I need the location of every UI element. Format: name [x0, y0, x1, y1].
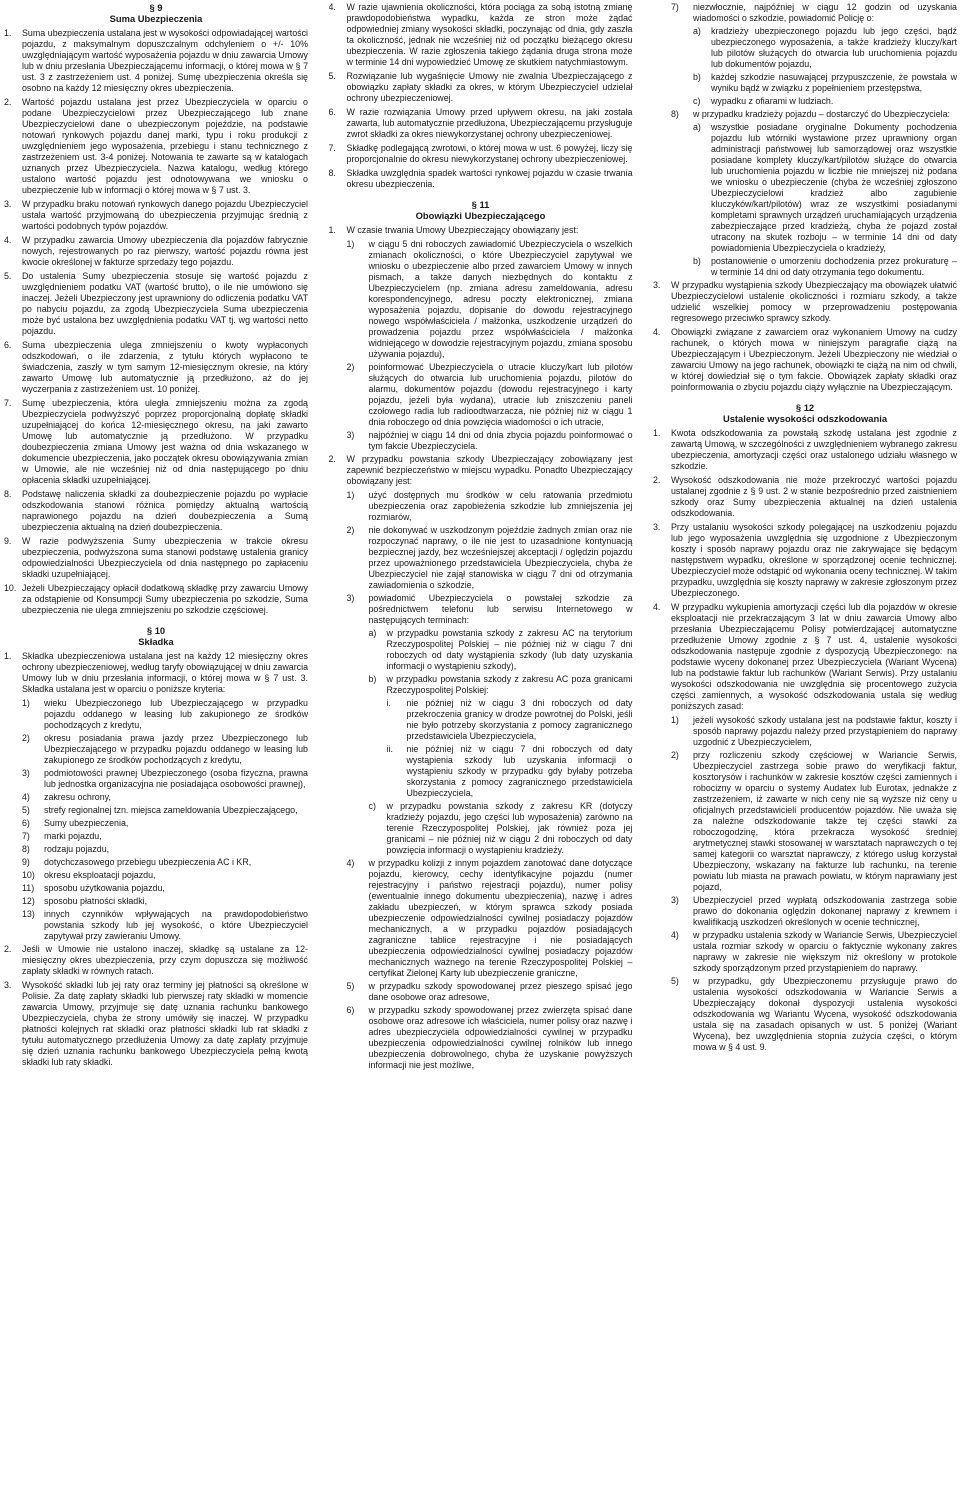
item-text: nie dokonywać w uszkodzonym pojeździe żadnych zmian oraz nie rozpoczynać naprawy, o ile nie jest to uzasadnione kontynuacją bezpiecznej jazdy, bez wcześniejszej akceptacji / oględzin pojazdu przez upoważnionego przedstawiciela Ubezpieczyciela, chyba że Ubezpieczyciel nie zajął stanowiska w ciągu 7 dni od otrzymania zawiadomienia o szkodzie,	[368, 525, 633, 590]
item-number: 12)	[22, 896, 35, 906]
paragraph	[329, 107, 633, 140]
item-text: okresu eksploatacji pojazdu,	[44, 870, 156, 880]
item-text: strefy regionalnej tzn. miejsca zameldowania Ubezpieczającego,	[44, 805, 298, 815]
sub-item-text: postanowienie o umorzeniu dochodzenia przez prokuraturę – w terminie 14 dni od daty otrzymania tego dokumentu.	[711, 256, 957, 277]
obligations-list-continued	[671, 2, 957, 278]
paragraph-text: W razie podwyższenia Sumy ubezpieczenia w trakcie okresu ubezpieczenia, podwyższona suma stanowi podstawę ustalenia granicy odpowiedzialności Ubezpieczyciela od dnia następnego po zapłaceniu składki uzupełniającej.	[22, 536, 308, 579]
item-number: 3)	[346, 430, 355, 440]
item-number: 5)	[22, 805, 30, 815]
paragraph-text: Przy ustalaniu wysokości szkody polegającej na uszkodzeniu pojazdu lub jego wyposażenia uwzględnia się uzgodnione z Ubezpieczonym koszty i sposób naprawy pojazdu oraz nie zakrywające się będącym następstwem wypadku, określone w sporządzonej ocenie technicznej. Ubezpieczyciel może odstąpić od wykonania oceny technicznej. W takim przypadku, uwzględnia się koszty naprawy w zakresie zgłoszonym przez Ubezpieczonego.	[671, 522, 957, 598]
paragraph-text: Składka ubezpieczeniowa ustalana jest na każdy 12 miesięczny okres ochrony ubezpieczeniowej, według taryfy obowiązującej w dniu zawarcia Umowy lub w dniu przesłania informacji, o której mowa w § 7 ust. 3. Składka ustalana jest w oparciu o poniższe kryteria:	[22, 651, 308, 694]
item-number: 1)	[671, 715, 679, 725]
item-text: powiadomić Ubezpieczyciela o powstałej szkodzie za pośrednictwem telefonu lub serwisu Internetowego w następujących terminach:	[368, 593, 633, 625]
sub-item	[693, 256, 957, 278]
paragraph	[653, 327, 957, 393]
paragraph-text: Sumę ubezpieczenia, która uległa zmniejszeniu można za zgodą Ubezpieczyciela podwyższyć poprzez proporcjonalną dopłatę składki uzupełniającej do końca 12-miesięcznego okresu, na jaki zawarto Umowę lub automatycznie ją przedłużono. W przypadku doubezpieczenia zmiana Umowy jest ważna od dnia wskazanego w dokumencie ubezpieczenia, jako początek okresu obowiązywania zmian w Umowie, ale nie wcześniej niż od dnia następującego po dniu opłacenia składki uzupełniającej.	[22, 398, 308, 485]
paragraph	[4, 980, 308, 1068]
paragraph-number: 1.	[328, 225, 336, 235]
item-number: 13)	[22, 909, 35, 919]
item-text: użyć dostępnych mu środków w celu ratowania przedmiotu ubezpieczenia oraz zapobieżenia szkodzie lub zmniejszenia jej rozmiarów,	[368, 490, 633, 522]
item-number: 3)	[22, 768, 30, 778]
sub-item-text: wypadku z ofiarami w ludziach.	[711, 96, 834, 106]
paragraph	[4, 271, 308, 337]
paragraph-number: 10.	[4, 583, 17, 593]
column-3	[653, 2, 957, 1497]
sub-item-letter: a)	[693, 122, 701, 132]
sub-item-letter: a)	[368, 628, 377, 638]
paragraph-text: W czasie trwania Umowy Ubezpieczający obowiązany jest:	[346, 225, 579, 235]
paragraph-text: Składkę podlegającą zwrotowi, o której mowa w ust. 6 powyżej, liczy się proporcjonalnie do okresu niewykorzystanej ochrony ubezpieczeniowej.	[346, 143, 633, 164]
paragraph-text: W razie rozwiązania Umowy przed upływem okresu, na jaki została zawarta, lub automatycznie przedłużona, Ubezpieczającemu przysługuje zwrot składki za okres niewykorzystanej ochrony ubezpieczeniowej.	[346, 107, 633, 139]
roman-list	[387, 698, 633, 799]
obligations-list	[347, 239, 633, 452]
paragraph-number: 2.	[653, 475, 661, 485]
list-item	[347, 490, 633, 523]
list-item	[22, 857, 308, 868]
list-item	[671, 2, 957, 24]
paragraph	[4, 489, 308, 533]
sub-item	[693, 26, 957, 70]
compensation-rules-list	[671, 715, 957, 1053]
sub-item	[693, 122, 957, 254]
list-item	[22, 818, 308, 829]
paragraph-number: 8.	[328, 168, 336, 178]
item-number: 6)	[346, 1005, 355, 1015]
section-title: Składka	[138, 636, 174, 647]
paragraph	[4, 28, 308, 94]
sub-item-text: w przypadku powstania szkody z zakresu KR (dotyczy kradzieży pojazdu, jego części lub wyposażenia) zarówno na terenie Rzeczypospolitej Polskiej, jak również poza jej granicami – nie później niż w ciągu 2 dni roboczych od daty powzięcia informacji o wystąpieniu kradzieży.	[386, 801, 633, 855]
section-number: § 9	[149, 2, 163, 13]
item-text: dotychczasowego przebiegu ubezpieczenia AC i KR,	[44, 857, 252, 867]
list-item	[671, 895, 957, 928]
item-text: przy rozliczeniu szkody częściowej w Wariancie Serwis, Ubezpieczyciel zastrzega sobie prawo do weryfikacji faktur, kosztorysów i rachunków w zakresie kosztów części zamiennych i robocizny w oparciu o systemy Audatex lub Eurotax, jednakże z zastrzeżeniem, iż zawarte w nich ceny nie są wyższe niż ceny u oficjalnych przedstawicieli producentów pojazdów. Nie uważa się za należne odszkodowanie także tej części stawki za roboczogodzinę, która przekracza wysokość średniej arytmetycznej stawki stosowanej w warsztatach naprawczych o tej samej kategorii co warsztat naprawczy, z którego usług korzystał Ubezpieczony, wskazany na fakturze lub rachunku, na terenie powiatu lub miasta na prawach powiatu, w którym naprawiany jest pojazd,	[693, 750, 957, 892]
paragraph-number: 5.	[4, 271, 12, 281]
list-item	[671, 930, 957, 974]
paragraph-number: 5.	[328, 71, 336, 81]
item-number: 10)	[22, 870, 35, 880]
paragraph	[4, 97, 308, 196]
paragraph-number: 2.	[4, 97, 12, 107]
item-text: wieku Ubezpieczonego lub Ubezpieczającego w przypadku pojazdu oddanego w leasing lub zakupionego ze środków pochodzących z kredytu,	[44, 698, 308, 730]
item-number: 5)	[671, 976, 679, 986]
paragraph	[329, 225, 633, 236]
paragraph-number: 1.	[4, 28, 12, 38]
list-item	[671, 109, 957, 120]
paragraph	[653, 280, 957, 324]
paragraph-text: Jeżeli Ubezpieczający opłacił dodatkową składkę przy zawarciu Umowy za odstąpienie od Konsumpcji Sumy ubezpieczenia po szkodzie, Suma ubezpieczenia nie ulega zmniejszeniu po szkodzie częściowej.	[22, 583, 308, 615]
paragraph-number: 4.	[653, 602, 661, 612]
column-1	[4, 2, 308, 1497]
paragraph	[329, 143, 633, 165]
paragraph-text: Wartość pojazdu ustalana jest przez Ubezpieczyciela w oparciu o podane Ubezpieczycielowi przez Ubezpieczającego lub znane Ubezpieczycielowi dane o ubezpieczonym pojeździe, na podstawie notowań rynkowych pojazdu danej marki, typu i roku produkcji z uwzględnieniem jego wyposażenia, przebiegu i stanu technicznego z zastrzeżeniem ust. 3-4 poniżej. Notowania te zawarte są w katalogach uznanych przez Ubezpieczyciela. Nazwa katalogu, według którego ustalono wartość pojazdu jest odnotowywana we wniosku o ubezpieczenie lub w informacji o której mowa w § 7 ust. 3.	[22, 97, 308, 195]
paragraph-number: 7.	[4, 398, 12, 408]
paragraph	[329, 454, 633, 487]
paragraph-number: 2.	[4, 944, 12, 954]
paragraph	[4, 235, 308, 268]
paragraph-number: 6.	[4, 340, 12, 350]
criteria-list	[22, 698, 308, 942]
list-item	[22, 844, 308, 855]
list-item	[347, 525, 633, 591]
sub-item	[369, 674, 633, 696]
sub-item-letter: b)	[693, 256, 701, 266]
item-text: rodzaju pojazdu,	[44, 844, 110, 854]
paragraph	[653, 475, 957, 519]
paragraph	[329, 71, 633, 104]
paragraph	[4, 536, 308, 580]
paragraph-text: Kwota odszkodowania za powstałą szkodę ustalana jest zgodnie z zawartą Umową, w szczególności z uwzględnieniem wybranego zakresu ubezpieczenia, amortyzacji części oraz ustalonego udziału własnego w szkodzie.	[671, 428, 957, 471]
item-number: 1)	[346, 490, 355, 500]
paragraph	[4, 398, 308, 486]
list-item	[347, 1005, 633, 1071]
paragraph-text: Podstawę naliczenia składki za doubezpieczenie pojazdu po wypłacie odszkodowania stanowi różnica pomiędzy aktualną wartością naprawionego pojazdu na dzień doubezpieczenia a Sumą ubezpieczenia aktualną na dzień doubezpieczenia.	[22, 489, 308, 532]
item-text: w przypadku, gdy Ubezpieczonemu przysługuje prawo do ustalenia wysokości odszkodowania w Wariancie Serwis a Ubezpieczający dokonał dyspozycji ustalenia wysokości odszkodowania wg Wariantu Wycena, wysokość odszkodowania ustala się na zasadach opisanych w ust. 5 poniżej (Wariant Wycena), bez uwzględnienia stopnia zużycia części, o którym mowa w § 4 ust. 9.	[693, 976, 957, 1052]
item-number: 1)	[22, 698, 30, 708]
paragraph	[653, 522, 957, 599]
item-number: 2)	[22, 733, 30, 743]
roman-text: nie później niż w ciągu 3 dni roboczych od daty przekroczenia granicy w drodze powrotnej do Polski, jeśli nie było potrzeby skorzystania z pomocy zagranicznego przedstawiciela Ubezpieczyciela,	[406, 698, 633, 741]
paragraph-number: 3.	[653, 280, 661, 290]
paragraph-number: 1.	[653, 428, 661, 438]
item-text: w przypadku kradzieży pojazdu – dostarczyć do Ubezpieczyciela:	[693, 109, 951, 119]
list-item	[22, 831, 308, 842]
paragraph-number: 4.	[328, 2, 336, 12]
list-item	[671, 750, 957, 893]
sub-item-letter: c)	[693, 96, 701, 106]
paragraph-number: 6.	[328, 107, 336, 117]
section-number: § 10	[146, 625, 166, 636]
list-item	[347, 981, 633, 1003]
damage-obligations-list	[347, 490, 633, 1071]
item-number: 4)	[671, 930, 679, 940]
paragraph-text: Suma ubezpieczenia ustalana jest w wysokości odpowiadającej wartości pojazdu, z maksymalnym dopuszczalnym odchyleniem o +/- 10% uwzględniającym wartość wyposażenia pojazdu w dniu zawarcia Umowy lub w dniu przesłania Ubezpieczającemu informacji, o której mowa w § 7 ust. 3 z zastrzeżeniem ust. 4 poniżej. Sumę ubezpieczenia określa się osobno na każdy 12 miesięczny okres ubezpieczenia.	[22, 28, 308, 93]
roman-number: i.	[386, 698, 391, 708]
column-2	[329, 2, 633, 1497]
paragraph	[4, 944, 308, 977]
paragraph-number: 7.	[328, 143, 336, 153]
sub-item	[369, 801, 633, 856]
paragraph-text: Suma ubezpieczenia ulega zmniejszeniu o kwoty wypłaconych odszkodowań, o ile zdarzenia, z tytułu których wypłacono te świadczenia, zaszły w tym samym 12-miesięcznym okresie, na który zawarto Umowę lub automatycznie ją przedłużono, aż do jej wyczerpania z zastrzeżeniem ust. 10 poniżej.	[22, 340, 308, 394]
paragraph-text: W razie ujawnienia okoliczności, która pociąga za sobą istotną zmianę prawdopodobieństwa wypadku, każda ze stron może żądać odpowiedniej zmiany wysokości składki, poczynając od dnia, gdy zaszła ta okoliczność, jednak nie wcześniej niż od początku bieżącego okresu ubezpieczenia. W razie zgłoszenia takiego żądania druga strona może w terminie 14 dni wypowiedzieć Umowę ze skutkiem natychmiastowym.	[346, 2, 633, 67]
paragraph	[4, 199, 308, 232]
item-number: 9)	[22, 857, 30, 867]
paragraph	[653, 602, 957, 712]
paragraph-text: Rozwiązanie lub wygaśnięcie Umowy nie zwalnia Ubezpieczającego z obowiązku zapłaty składki za okres, w którym Ubezpieczyciel udzielał ochrony ubezpieczeniowej.	[346, 71, 633, 103]
item-number: 4)	[346, 858, 355, 868]
sub-item	[693, 72, 957, 94]
paragraph-text: W przypadku zawarcia Umowy ubezpieczenia dla pojazdów fabrycznie nowych, rejestrowanych po raz pierwszy, wartość pojazdu równa jest kwocie określonej w fakturze sprzedaży tego pojazdu.	[22, 235, 308, 267]
paragraph-text: W przypadku braku notowań rynkowych danego pojazdu Ubezpieczyciel ustala wartość przyjmowaną do ubezpieczenia przyjmując średnią z wartości podobnych typów pojazdów.	[22, 199, 308, 231]
item-text: marki pojazdu,	[44, 831, 102, 841]
paragraph-text: Do ustalenia Sumy ubezpieczenia stosuje się wartość pojazdu z uwzględnieniem podatku VAT (wartość brutto), o ile nie umówiono się inaczej. Jeżeli Ubezpieczony jest uprawniony do odliczenia podatku VAT po nabyciu pojazdu, za zgodą Ubezpieczyciela Suma ubezpieczenia może być ustalona bez uwzględnienia podatku VAT tj. wg wartości netto pojazdu.	[22, 271, 308, 336]
item-number: 7)	[22, 831, 30, 841]
roman-text: nie później niż w ciągu 7 dni roboczych od daty wystąpienia szkody lub uzyskania informacji o wystąpieniu szkody w przypadku gdy byłaby potrzeba skorzystania z pomocy zagranicznego przedstawiciela Ubezpieczyciela,	[406, 744, 633, 798]
list-item	[347, 239, 633, 360]
paragraph-number: 3.	[653, 522, 661, 532]
list-item	[22, 870, 308, 881]
section-number: § 12	[795, 402, 815, 413]
item-text: w przypadku szkody spowodowanej przez pieszego spisać jego dane osobowe oraz adresowe,	[368, 981, 633, 1002]
paragraph-text: W przypadku wystąpienia szkody Ubezpieczający ma obowiązek ułatwić Ubezpieczycielowi ustalenie okoliczności i rozmiaru szkody, a także udzielić wszelkiej pomocy w przeprowadzeniu postępowania regresowego przeciwko sprawcy szkody.	[671, 280, 957, 323]
sub-item-letter: c)	[368, 801, 376, 811]
list-item	[347, 858, 633, 979]
item-text: jeżeli wysokość szkody ustalana jest na podstawie faktur, koszty i sposób naprawy pojazdu należy przed przystąpieniem do naprawy uzgodnić z Ubezpieczycielem,	[693, 715, 957, 747]
paragraph-text: Składka uwzględnia spadek wartości rynkowej pojazdu w czasie trwania okresu ubezpieczenia.	[346, 168, 633, 189]
paragraph-number: 9.	[4, 536, 12, 546]
item-text: w przypadku szkody spowodowanej przez zwierzęta spisać dane osobowe oraz adresowe ich właściciela, numer polisy oraz nazwę i adres ubezpieczyciela odpowiedzialności cywilnej w przypadku ubezpieczenia odpowiedzialności cywilnej rolników lub innego ubezpieczenia dobrowolnego, chyba że uzyskanie powyższych informacji nie jest możliwe,	[368, 1005, 633, 1070]
paragraph-number: 4.	[653, 327, 661, 337]
item-text: zakresu ochrony,	[44, 792, 111, 802]
roman-number: ii.	[386, 744, 393, 754]
paragraph	[329, 2, 633, 68]
sub-item-text: wszystkie posiadane oryginalne Dokumenty pochodzenia pojazdu lub wtórniki wystawione przez uprawniony organ administracji państwowej lub samorządowej oraz wszystkie posiadane komplety kluczy/kart/pilotów służące do otwarcia lub uruchomienia pojazdu w liczbie nie mniejszej niż podana we wniosku o ubezpieczenie (chyba że wcześniej zgłoszono Ubezpieczycielowi kradzież albo zagubienie kluczyków/kart/pilotów) wraz ze wszystkimi posiadanymi kompletami sprawnych urządzeń uruchamiających urządzenia zabezpieczające przed kradzieżą, chyba że pojazd został utracony na skutek rozboju – w terminie 14 dni od daty powiadomienia Ubezpieczyciela o kradzieży,	[711, 122, 957, 253]
item-text: najpóźniej w ciągu 14 dni od dnia zbycia pojazdu poinformować o tym fakcie Ubezpieczyciela.	[368, 430, 633, 451]
item-text: sposobu płatności składki,	[44, 896, 148, 906]
item-number: 1)	[346, 239, 355, 249]
item-number: 3)	[671, 895, 679, 905]
sub-item-text: w przypadku powstania szkody z zakresu AC na terytorium Rzeczypospolitej Polskiej – nie później niż w ciągu 7 dni roboczych od daty wystąpienia szkody (lub daty uzyskania informacji o wystąpieniu szkody),	[386, 628, 633, 671]
list-item	[22, 805, 308, 816]
item-number: 2)	[346, 525, 355, 535]
paragraph-number: 2.	[328, 454, 336, 464]
paragraph-number: 8.	[4, 489, 12, 499]
item-number: 2)	[671, 750, 679, 760]
list-item	[347, 430, 633, 452]
paragraph-number: 3.	[4, 199, 12, 209]
roman-item	[387, 744, 633, 799]
item-text: poinformować Ubezpieczyciela o utracie kluczy/kart lub pilotów służących do otwarcia lub uruchomienia pojazdu, pilotów do alarmu, dokumentów pojazdu (dowodu rejestracyjnego i karty pojazdu, jeżeli była wydana), utracie lub zniszczeniu paneli czołowego radia lub radioodtwarzacza, nie później niż w ciągu 1 dnia roboczego od dnia powzięcia wiadomości o ich utracie,	[368, 362, 633, 427]
item-text: w ciągu 5 dni roboczych zawiadomić Ubezpieczyciela o wszelkich zmianach okoliczności, o które Ubezpieczyciel zapytywał we wniosku o ubezpieczenie albo przed zawarciem Umowy w innych pismach, a także danych niezbędnych do kontaktu z Ubezpieczycielem (np. zmiana adresu zameldowania, adresu korespondencyjnego, adresu poczty elektronicznej, zmiana wyposażenia pojazdu, dopisanie do dowodu rejestracyjnego nowego współwłaściciela / małżonka, uszkodzenie urządzeń do prowadzenia pojazdu przez współwłaściciela / małżonka widniejącego w dowodzie rejestracyjnym pojazdu, zmiana sposobu używania pojazdu),	[368, 239, 633, 359]
item-text: Ubezpieczyciel przed wypłatą odszkodowania zastrzega sobie prawo do dokonania oględzin dokonanej naprawy z krewnem i kwalifikacją uszkodzeń określonych w ocenie technicznej,	[693, 895, 957, 927]
list-item	[22, 792, 308, 803]
item-number: 7)	[671, 2, 679, 12]
item-number: 2)	[346, 362, 355, 372]
item-number: 3)	[346, 593, 355, 603]
item-text: w przypadku ustalenia szkody w Wariancie Serwis, Ubezpieczyciel ustala rozmiar szkody w oparciu o faktycznie wykonany zakres naprawy w zakresie nie większym niż określony w protokole szkody sporządzonym przed przystąpieniem do naprawy.	[693, 930, 957, 973]
paragraph	[4, 651, 308, 695]
paragraph-number: 3.	[4, 980, 12, 990]
paragraph-text: W przypadku wykupienia amortyzacji części lub dla pojazdów w okresie eksploatacji nie przekraczającym 3 lat w dniu zawarcia Umowy albo przesłania Ubezpieczającemu Polisy potwierdzającej automatyczne przedłużenie Umowy zgodnie z § 7 ust. 4, ustalenie wysokości odszkodowania następuje zgodnie z dyspozycją Ubezpieczonego: na podstawie wyceny dokonanej przez Ubezpieczyciela (Wariant Wycena) lub na podstawie faktur lub rachunków (Wariant Serwis). Przy ustalaniu wysokości odszkodowania nie uwzględnia się procentowego zużycia części zamiennych, a wysokość odszkodowania ustala się według poniższych zasad:	[671, 602, 957, 711]
paragraph-text: Obowiązki związane z zawarciem oraz wykonaniem Umowy na cudzy rachunek, o których mowa w niniejszym paragrafie ciążą na Ubezpieczającym i Ubezpieczonym. Jeżeli Ubezpieczony nie wiedział o zawarciu Umowy na jego rachunek, obowiązki te ciążą na nim od chwili, w której dowiedział się o tym fakcie. Obowiązek zapłaty składki oraz poinformowania o zbyciu pojazdu ciąży wyłącznie na Ubezpieczającym.	[671, 327, 957, 392]
paragraph	[4, 583, 308, 616]
item-number: 5)	[346, 981, 355, 991]
item-text: okresu posiadania prawa jazdy przez Ubezpieczonego lub Ubezpieczającego w przypadku pojazdu oddanego w leasing lub zakupionego ze środków pochodzących z kredytu,	[44, 733, 308, 765]
sub-item-letter: b)	[693, 72, 701, 82]
item-text: niezwłocznie, najpóźniej w ciągu 12 godzin od uzyskania wiadomości o szkodzie, powiadomić Policję o:	[693, 2, 957, 23]
paragraph	[4, 340, 308, 395]
section-title: Suma Ubezpieczenia	[109, 13, 203, 24]
sub-list	[693, 26, 957, 107]
sub-item	[369, 628, 633, 672]
sub-item-text: każdej szkodzie nasuwającej przypuszczenie, że powstała w wyniku bądź w związku z popełnieniem przestępstwa,	[711, 72, 957, 93]
sub-item	[693, 96, 957, 107]
item-number: 4)	[22, 792, 30, 802]
list-item	[22, 768, 308, 790]
item-text: w przypadku kolizji z innym pojazdem zanotować dane dotyczące pojazdu, kierowcy, cechy identyfikacyjne pojazdu (numer rejestracyjny i państwo rejestracji pojazdu), numer polisy (ewentualnie innego dokumentu ubezpieczenia), nazwę i adres zakładu ubezpieczeń, w którym sprawca szkody posiada ubezpieczenie odpowiedzialności cywilnej posiadaczy pojazdów mechanicznych, a w przypadku pojazdów posiadających zagraniczne tablice rejestracyjne i nie posiadających ubezpieczenia odpowiedzialności cywilnej posiadaczy pojazdów mechanicznych ważnego na terenie Rzeczypospolitej Polskiej – certyfikat Zielonej Karty lub ubezpieczenie graniczne,	[368, 858, 633, 978]
item-text: sposobu użytkowania pojazdu,	[44, 883, 165, 893]
item-text: innych czynników wpływających na prawdopodobieństwo powstania szkody lub jej wysokość, o które Ubezpieczyciel zapytywał przy zawieraniu Umowy.	[44, 909, 308, 941]
list-item	[671, 976, 957, 1053]
list-item	[22, 733, 308, 766]
paragraph-number: 1.	[4, 651, 12, 661]
list-item	[347, 593, 633, 626]
roman-item	[387, 698, 633, 742]
sub-item-text: kradzieży ubezpieczonego pojazdu lub jego części, bądź ubezpieczonego wyposażenia, a także kradzieży kluczy/kart lub pilotów służących do otwarcia lub uruchomienia pojazdu lub dokumentów pojazdu,	[711, 26, 957, 69]
item-number: 8)	[22, 844, 30, 854]
list-item	[22, 883, 308, 894]
paragraph-text: Wysokość składki lub jej raty oraz terminy jej płatności są określone w Polisie. Za datę zapłaty składki lub pierwszej raty składki w momencie zawarcia Umowy, przyjmuje się datę uznania rachunku bankowego Ubezpieczyciela, chyba że strony umówiły się inaczej. W przypadku płatności kolejnych rat składki oraz płatności składki lub rat składki z tytułu automatycznego przedłużenia Umowy za datę zapłaty przyjmuje się dzień uznania rachunku bankowego Ubezpieczyciela pełną kwotą składki lub raty składki.	[22, 980, 308, 1067]
item-text: Sumy ubezpieczenia,	[44, 818, 129, 828]
list-item	[22, 909, 308, 942]
item-text: podmiotowości prawnej Ubezpieczonego (osoba fizyczna, prawna lub jednostka organizacyjna nie posiadająca osobowości prawnej),	[44, 768, 308, 789]
paragraph-text: Wysokość odszkodowania nie może przekroczyć wartości pojazdu ustalanej zgodnie z § 9 ust. 2 w stanie bezpośrednio przed zaistnieniem szkody oraz Sumy ubezpieczenia aktualnej na dzień ustalenia odszkodowania.	[671, 475, 957, 518]
item-number: 8)	[671, 109, 679, 119]
section-number: § 11	[471, 199, 490, 210]
sub-list	[693, 122, 957, 278]
item-number: 6)	[22, 818, 30, 828]
paragraph-text: Jeśli w Umowie nie ustalono inaczej, składkę są ustalane za 12-miesięczny okres ubezpieczenia, przy czym dopuszcza się możliwość zapłaty składki w równych ratach.	[22, 944, 308, 976]
paragraph-text: W przypadku powstania szkody Ubezpieczający zobowiązany jest zapewnić bezpieczeństwo w miejscu wypadku. Ponadto Ubezpieczający obowiązany jest:	[346, 454, 633, 486]
list-item	[22, 698, 308, 731]
list-item	[671, 715, 957, 748]
list-item	[347, 362, 633, 428]
section-title: Ustalenie wysokości odszkodowania	[722, 413, 888, 424]
paragraph	[329, 168, 633, 190]
sub-list	[369, 628, 633, 856]
list-item	[22, 896, 308, 907]
sub-item-letter: a)	[693, 26, 701, 36]
sub-item-text: w przypadku powstania szkody z zakresu AC poza granicami Rzeczypospolitej Polskiej:	[386, 674, 633, 695]
item-number: 11)	[22, 883, 35, 893]
paragraph-number: 4.	[4, 235, 12, 245]
section-title: Obowiązki Ubezpieczającego	[415, 210, 546, 221]
sub-item-letter: b)	[368, 674, 377, 684]
paragraph	[653, 428, 957, 472]
